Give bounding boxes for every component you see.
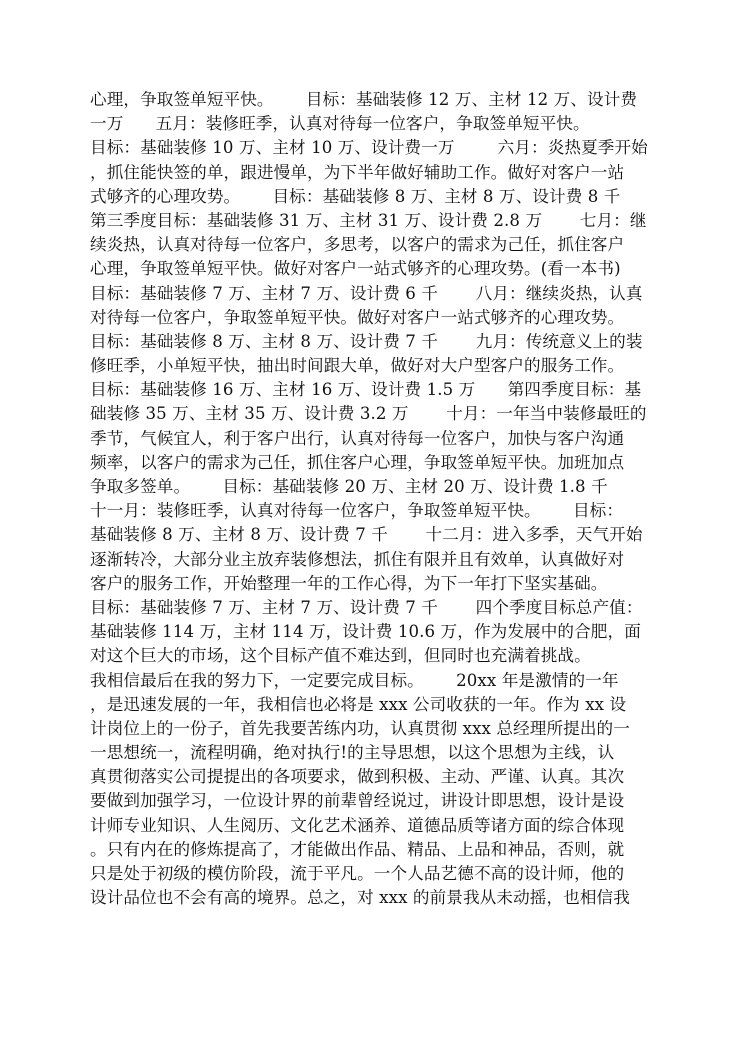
body-line: 第三季度目标：基础装修 31 万、主材 31 万、设计费 2.8 万 七月：继 <box>90 210 647 230</box>
body-line: ，抓住能快签的单，跟进慢单，为下半年做好辅助工作。做好对客户一站 <box>90 162 625 182</box>
body-line: 心理，争取签单短平快。 目标：基础装修 12 万、主材 12 万、设计费 <box>90 90 638 109</box>
document-body <box>90 88 660 910</box>
body-line: 心理，争取签单短平快。做好对客户一站式够齐的心理攻势。(看一本书) <box>90 259 621 279</box>
body-line: 目标：基础装修 8 万、主材 8 万、设计费 7 千 九月：传统意义上的装 <box>90 331 643 351</box>
body-line: 只是处于初级的模仿阶段，流于平凡。一个人品艺德不高的设计师，他的 <box>90 864 625 883</box>
body-line: 设计品位也不会有高的境界。总之，对 xxx 的前景我从未动摇，也相信我 <box>90 888 630 908</box>
body-line: 基础装修 8 万、主材 8 万、设计费 7 千 十二月：进入多季，天气开始 <box>90 525 643 545</box>
body-line: 频率，以客户的需求为己任，抓住客户心理，争取签单短平快。加班加点 <box>90 452 625 472</box>
body-line: 要做到加强学习，一位设计界的前辈曾经说过，讲设计即思想，设计是设 <box>90 791 625 811</box>
body-line: 逐渐转冷，大部分业主放弃装修想法，抓住有限并且有效单，认真做好对 <box>90 549 625 569</box>
body-line: 真贯彻落实公司提提出的各项要求，做到积极、主动、严谨、认真。其次 <box>90 767 625 787</box>
body-line: 客户的服务工作，开始整理一年的工作心得，为下一年打下坚实基础。 <box>90 573 608 593</box>
body-line: 一万 五月：装修旺季，认真对待每一位客户，争取签单短平快。 <box>90 114 590 134</box>
body-line: 计岗位上的一份子，首先我要苦练内功，认真贯彻 xxx 总经理所提出的一 <box>90 718 630 738</box>
body-line: 础装修 35 万、主材 35 万、设计费 3.2 万 十月：一年当中装修最旺的 <box>90 404 647 424</box>
body-line: ，是迅速发展的一年，我相信也必将是 xxx 公司收获的一年。作为 xx 设 <box>90 694 627 714</box>
body-line: 十一月：装修旺季，认真对待每一位客户，争取签单短平快。 目标： <box>90 501 624 521</box>
body-line: 争取多签单。 目标：基础装修 20 万、主材 20 万、设计费 1.8 千 <box>90 477 608 496</box>
body-line: 目标：基础装修 10 万、主材 10 万、设计费一万 六月：炎热夏季开始 <box>90 138 648 158</box>
body-line: 目标：基础装修 7 万、主材 7 万、设计费 7 千 四个季度目标总产值： <box>90 597 643 617</box>
body-line: 续炎热，认真对待每一位客户，多思考，以客户的需求为己任，抓住客户 <box>90 235 625 255</box>
body-line: 修旺季，小单短平快，抽出时间跟大单，做好对大户型客户的服务工作。 <box>90 356 625 376</box>
body-line: 目标：基础装修 16 万、主材 16 万、设计费 1.5 万 第四季度目标：基 <box>90 380 642 400</box>
body-line: 计师专业知识、人生阅历、文化艺术涵养、道德品质等诸方面的综合体现 <box>90 815 625 835</box>
body-line: 。只有内在的修炼提高了，才能做出作品、精品、上品和神品，否则，就 <box>90 839 625 859</box>
body-line: 目标：基础装修 7 万、主材 7 万、设计费 6 千 八月：继续炎热，认真 <box>90 283 643 303</box>
body-line: 季节，气候宜人，利于客户出行，认真对待每一位客户，加快与客户沟通 <box>90 428 625 448</box>
body-line: 对这个巨大的市场，这个目标产值不难达到，但同时也充满着挑战。 <box>90 646 591 666</box>
body-line: 式够齐的心理攻势。 目标：基础装修 8 万、主材 8 万、设计费 8 千 <box>90 186 621 206</box>
body-line: 我相信最后在我的努力下，一定要完成目标。 20xx 年是激情的一年 <box>90 670 619 690</box>
body-line: 一思想统一，流程明确，绝对执行!的主导思想，以这个思想为主线，认 <box>90 743 615 763</box>
body-line: 基础装修 114 万，主材 114 万，设计费 10.6 万，作为发展中的合肥，面 <box>90 622 641 642</box>
body-line: 对待每一位客户，争取签单短平快。做好对客户一站式够齐的心理攻势。 <box>90 307 625 327</box>
